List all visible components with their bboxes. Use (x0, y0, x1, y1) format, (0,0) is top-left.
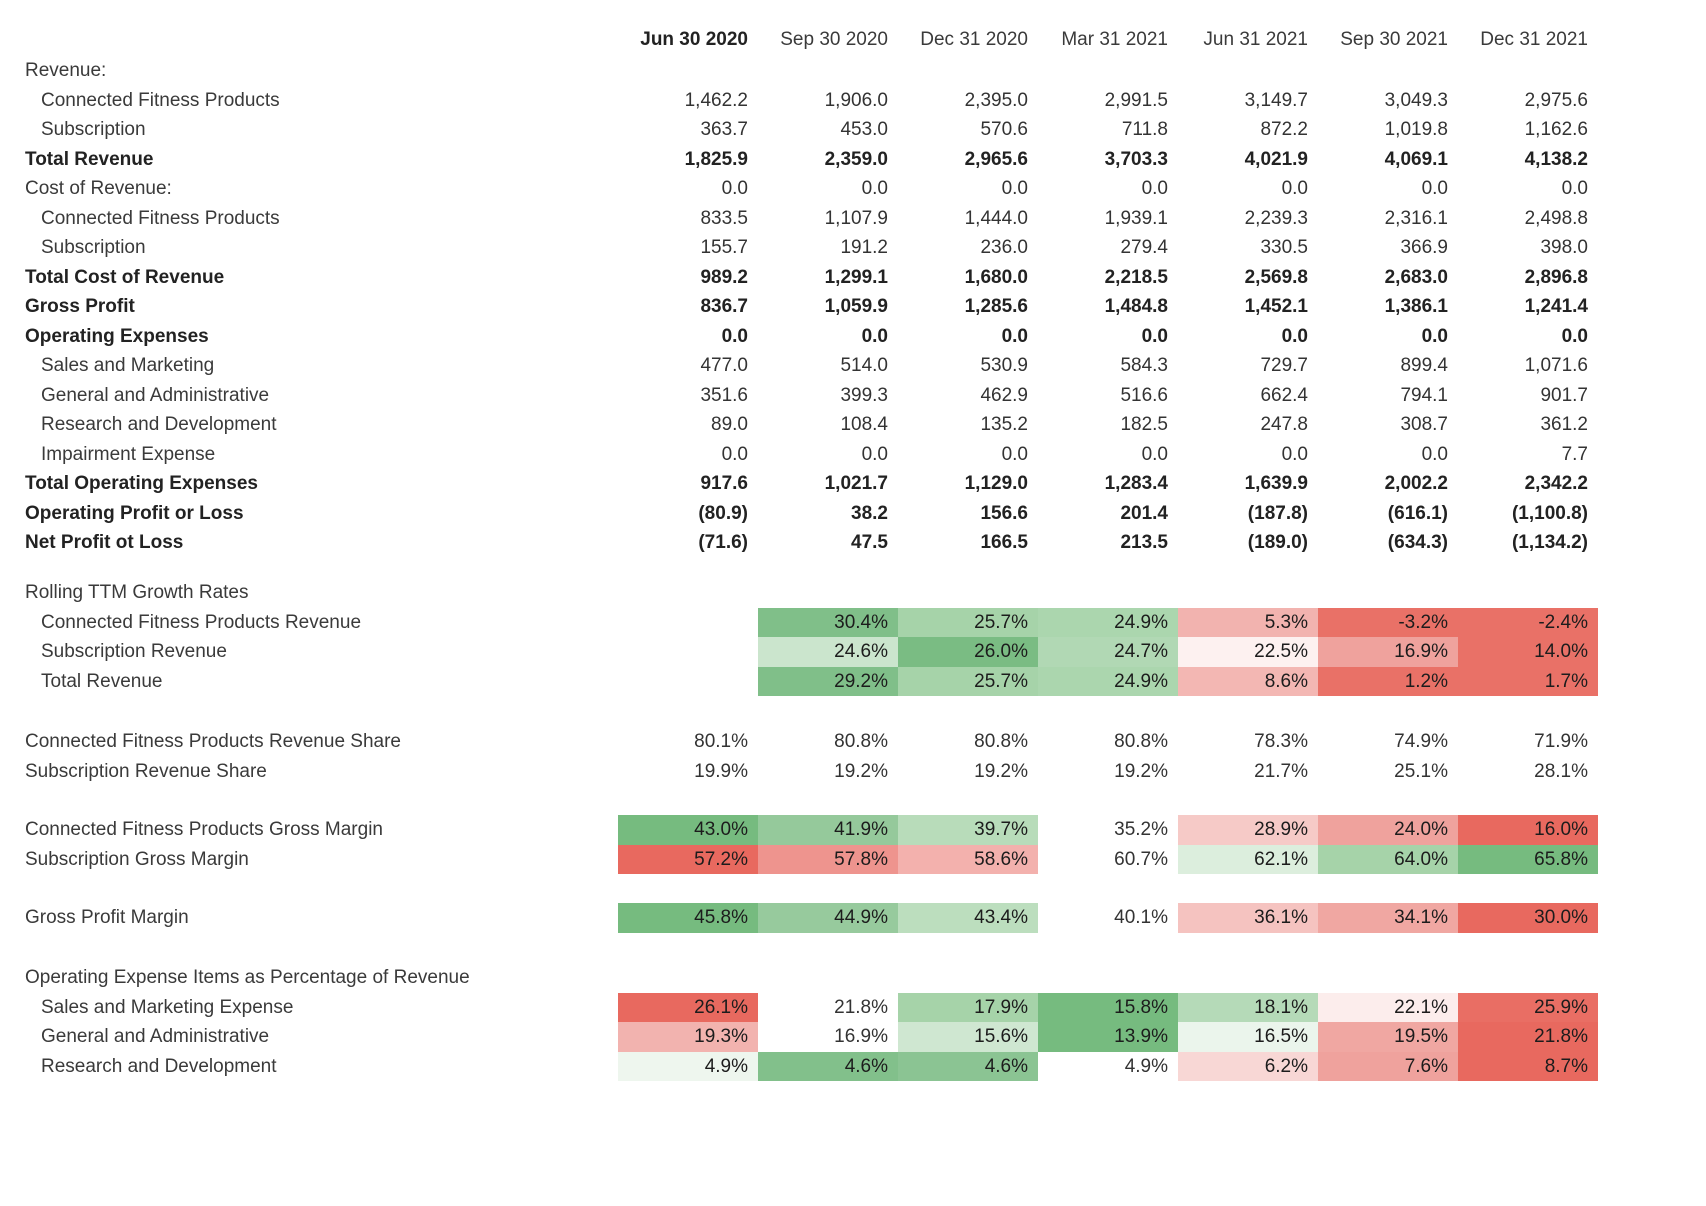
cell: 1,019.8 (1384, 119, 1448, 140)
cell: 279.4 (1120, 237, 1168, 258)
row-label: General and Administrative (41, 385, 270, 405)
table-row (25, 608, 1623, 638)
table-row (25, 440, 1623, 470)
cell: (616.1) (1387, 502, 1448, 524)
cell (618, 637, 758, 667)
cell: 1,444.0 (964, 207, 1028, 229)
cell: 399.3 (840, 384, 888, 406)
cell: 989.2 (700, 266, 748, 288)
cell: 0.0 (721, 325, 748, 347)
cell: -2.4% (1458, 608, 1598, 638)
cell: 901.7 (1540, 384, 1588, 406)
cell: 43.4% (898, 903, 1038, 933)
cell: 0.0 (1281, 178, 1308, 199)
table-row (25, 292, 1623, 322)
cell: 25.7% (898, 608, 1038, 638)
row-label: Connected Fitness Products Revenue (41, 612, 362, 632)
cell: 155.7 (700, 237, 748, 258)
row-label: Total Operating Expenses (25, 474, 258, 494)
cell: 35.2% (1114, 819, 1168, 840)
table-row (25, 667, 1623, 697)
cell: 14.0% (1458, 637, 1598, 667)
cell: 34.1% (1318, 903, 1458, 933)
cell: 15.8% (1038, 993, 1178, 1023)
cell: 36.1% (1178, 903, 1318, 933)
cell: 0.0 (1421, 443, 1448, 465)
cell: 26.0% (898, 637, 1038, 667)
cell: 0.0 (721, 178, 748, 199)
cell: 182.5 (1120, 414, 1168, 435)
cell: 1.7% (1458, 667, 1598, 697)
cell: 28.9% (1178, 815, 1318, 845)
cell: 0.0 (1421, 178, 1448, 199)
cell: 0.0 (1561, 325, 1588, 347)
cell: 462.9 (980, 384, 1028, 406)
column-header: Mar 31 2021 (1061, 29, 1168, 50)
cell (1038, 56, 1178, 86)
cell: 3,149.7 (1244, 89, 1308, 111)
table-row (25, 410, 1623, 440)
cell: 1,386.1 (1384, 296, 1448, 317)
table-row (25, 499, 1623, 529)
table-row (25, 1022, 1623, 1052)
cell: 8.7% (1458, 1052, 1598, 1082)
cell: 17.9% (898, 993, 1038, 1023)
cell: 4.9% (1124, 1055, 1168, 1077)
cell: 2,239.3 (1244, 207, 1308, 229)
cell: 236.0 (980, 237, 1028, 258)
cell: 2,002.2 (1384, 473, 1448, 494)
section-title: Rolling TTM Growth Rates (25, 581, 249, 603)
cell: 398.0 (1540, 237, 1588, 258)
cell: 24.7% (1038, 637, 1178, 667)
table-body (25, 56, 1623, 1081)
cell: 833.5 (700, 207, 748, 229)
cell: 191.2 (840, 237, 888, 258)
row-label: Gross Profit Margin (25, 908, 189, 928)
cell: 1,285.6 (964, 296, 1028, 317)
cell: 0.0 (1141, 325, 1168, 347)
table-row (25, 322, 1623, 352)
cell: 4.6% (898, 1052, 1038, 1082)
cell: 0.0 (1561, 178, 1588, 199)
row-label: Subscription Revenue (41, 642, 227, 662)
table-row (25, 86, 1623, 116)
table-row (25, 845, 1623, 875)
cell: (187.8) (1247, 502, 1308, 524)
cell: 1,825.9 (684, 148, 748, 170)
cell: 80.1% (694, 731, 748, 752)
cell: 1,283.4 (1104, 473, 1168, 494)
financial-table (25, 24, 1623, 1081)
table-row (25, 204, 1623, 234)
cell: 711.8 (1121, 119, 1168, 140)
cell: 2,683.0 (1384, 266, 1448, 288)
cell: 514.0 (840, 355, 888, 376)
cell: 570.6 (980, 119, 1028, 140)
row-label: Subscription (41, 120, 146, 140)
cell: 6.2% (1178, 1052, 1318, 1082)
cell: 2,991.5 (1104, 89, 1168, 111)
column-headers (25, 24, 1623, 56)
cell: 1,059.9 (824, 296, 888, 317)
cell (618, 667, 758, 697)
cell: 19.2% (974, 760, 1028, 782)
cell: 57.2% (618, 845, 758, 875)
cell: 25.9% (1458, 993, 1598, 1023)
cell: 308.7 (1400, 414, 1448, 435)
cell: 1,452.1 (1244, 296, 1308, 317)
table-row (25, 233, 1623, 263)
cell: 89.0 (711, 414, 748, 435)
cell: 2,359.0 (824, 148, 888, 170)
column-header: Dec 31 2020 (920, 29, 1028, 50)
cell: 5.3% (1178, 608, 1318, 638)
section-gap (25, 696, 1623, 727)
cell: (1,134.2) (1511, 532, 1588, 553)
cell: 2,896.8 (1524, 266, 1588, 288)
cell: 2,498.8 (1524, 207, 1588, 229)
section-gap (25, 786, 1623, 815)
table-row (25, 637, 1623, 667)
cell: 39.7% (898, 815, 1038, 845)
cell: 2,395.0 (964, 89, 1028, 111)
cell: 65.8% (1458, 845, 1598, 875)
cell: 662.4 (1260, 384, 1308, 406)
cell: 80.8% (1114, 731, 1168, 752)
cell: 3,049.3 (1384, 89, 1448, 111)
cell: 1,107.9 (824, 207, 888, 229)
cell: 24.9% (1038, 608, 1178, 638)
cell: 4.9% (618, 1052, 758, 1082)
cell: 1,129.0 (964, 473, 1028, 494)
cell: 872.2 (1260, 119, 1308, 140)
cell: (80.9) (698, 502, 748, 524)
cell: 156.6 (980, 502, 1028, 524)
cell: 108.4 (840, 414, 888, 435)
cell: 8.6% (1178, 667, 1318, 697)
cell: 0.0 (1141, 443, 1168, 465)
cell: 0.0 (1141, 178, 1168, 199)
cell: 1,680.0 (964, 266, 1028, 288)
cell: 0.0 (1001, 325, 1028, 347)
cell: 453.0 (840, 119, 888, 140)
table-row (25, 263, 1623, 293)
cell: 19.9% (694, 760, 748, 782)
cell: 24.9% (1038, 667, 1178, 697)
cell: 530.9 (980, 355, 1028, 376)
row-label: Revenue: (25, 61, 107, 81)
cell: 7.7 (1561, 443, 1588, 465)
cell: 19.2% (834, 760, 888, 782)
cell: 16.0% (1458, 815, 1598, 845)
cell: 29.2% (758, 667, 898, 697)
cell: 38.2 (851, 502, 888, 524)
cell: 2,342.2 (1524, 473, 1588, 494)
table-row (25, 727, 1623, 757)
cell: 22.1% (1318, 993, 1458, 1023)
cell: 24.0% (1318, 815, 1458, 845)
cell: 0.0 (1281, 443, 1308, 465)
cell: 1,021.7 (824, 473, 888, 494)
cell: 836.7 (700, 296, 748, 317)
row-label: Connected Fitness Products (41, 208, 280, 228)
cell: 16.5% (1178, 1022, 1318, 1052)
cell: 363.7 (700, 119, 748, 140)
cell: 1,071.6 (1524, 355, 1588, 376)
cell: 0.0 (861, 178, 888, 199)
cell: 2,975.6 (1524, 89, 1588, 111)
row-label: Operating Expenses (25, 326, 209, 346)
cell: 2,965.6 (964, 148, 1028, 170)
section-gap (25, 874, 1623, 903)
cell: 19.2% (1114, 760, 1168, 782)
cell: 366.9 (1400, 237, 1448, 258)
cell: 78.3% (1254, 731, 1308, 752)
cell: 516.6 (1120, 384, 1168, 406)
cell: 330.5 (1260, 237, 1308, 258)
cell: 47.5 (851, 532, 888, 553)
cell: 1,299.1 (824, 266, 888, 288)
cell: 4,021.9 (1244, 148, 1308, 170)
cell: 25.7% (898, 667, 1038, 697)
cell: 60.7% (1114, 848, 1168, 870)
cell: 247.8 (1260, 414, 1308, 435)
cell: 4.6% (758, 1052, 898, 1082)
cell: 21.8% (1458, 1022, 1598, 1052)
cell: 1.2% (1318, 667, 1458, 697)
table-row (25, 469, 1623, 499)
cell: 28.1% (1534, 760, 1588, 782)
cell: 2,569.8 (1244, 266, 1308, 288)
cell: 1,906.0 (824, 89, 888, 111)
cell: 0.0 (1001, 178, 1028, 199)
cell: 4,069.1 (1384, 148, 1448, 170)
cell: 43.0% (618, 815, 758, 845)
row-label: Connected Fitness Products Revenue Share (25, 732, 401, 752)
cell: 40.1% (1114, 907, 1168, 928)
cell: 21.8% (834, 996, 888, 1018)
cell: 13.9% (1038, 1022, 1178, 1052)
cell: 0.0 (1281, 325, 1308, 347)
cell: 45.8% (618, 903, 758, 933)
column-header: Jun 31 2021 (1203, 29, 1308, 50)
cell: 44.9% (758, 903, 898, 933)
row-label: Research and Development (41, 415, 277, 435)
cell (618, 608, 758, 638)
table-row (25, 115, 1623, 145)
cell: 7.6% (1318, 1052, 1458, 1082)
cell: 213.5 (1120, 532, 1168, 553)
cell: 361.2 (1540, 414, 1588, 435)
cell: 19.3% (618, 1022, 758, 1052)
row-label: Operating Profit or Loss (25, 503, 244, 523)
cell: (189.0) (1247, 532, 1308, 553)
cell: 25.1% (1394, 760, 1448, 782)
cell: 2,218.5 (1104, 266, 1168, 288)
cell: 201.4 (1120, 502, 1168, 524)
cell: 26.1% (618, 993, 758, 1023)
cell: 2,316.1 (1384, 207, 1448, 229)
cell: 1,484.8 (1104, 296, 1168, 317)
cell: 16.9% (1318, 637, 1458, 667)
cell: 166.5 (980, 532, 1028, 553)
cell: 30.4% (758, 608, 898, 638)
cell: 64.0% (1318, 845, 1458, 875)
cell: (71.6) (698, 532, 748, 553)
cell: 0.0 (861, 443, 888, 465)
cell: 584.3 (1120, 355, 1168, 376)
table-row (25, 174, 1623, 204)
table-row (25, 381, 1623, 411)
cell: 62.1% (1178, 845, 1318, 875)
cell: 41.9% (758, 815, 898, 845)
table-row (25, 903, 1623, 933)
row-label: Sales and Marketing (41, 356, 215, 376)
row-label: Subscription Gross Margin (25, 849, 249, 869)
column-header: Sep 30 2020 (780, 29, 888, 50)
row-label: Total Revenue (41, 671, 163, 691)
column-header: Sep 30 2021 (1340, 29, 1448, 50)
cell: 74.9% (1394, 731, 1448, 752)
row-label: Connected Fitness Products Gross Margin (25, 820, 383, 840)
cell: (1,100.8) (1511, 502, 1588, 524)
row-label: Total Revenue (25, 149, 154, 169)
cell: 729.7 (1260, 355, 1308, 376)
table-row (25, 528, 1623, 558)
cell: 1,241.4 (1524, 296, 1588, 317)
cell: 0.0 (1421, 325, 1448, 347)
cell: 24.6% (758, 637, 898, 667)
table-row (25, 815, 1623, 845)
cell: 30.0% (1458, 903, 1598, 933)
row-label: Net Profit ot Loss (25, 533, 184, 553)
row-label: Cost of Revenue: (25, 179, 172, 199)
cell (898, 56, 1038, 86)
cell: 0.0 (1001, 443, 1028, 465)
cell: 57.8% (758, 845, 898, 875)
row-label: Impairment Expense (41, 444, 216, 464)
cell: 4,138.2 (1524, 148, 1588, 170)
row-label: Gross Profit (25, 297, 135, 317)
row-label: Subscription (41, 238, 146, 258)
cell: 80.8% (834, 731, 888, 752)
cell: 21.7% (1254, 760, 1308, 782)
cell: 135.2 (980, 414, 1028, 435)
section-title: Operating Expense Items as Percentage of Revenue (25, 966, 470, 988)
section-gap (25, 558, 1623, 578)
cell: 80.8% (974, 731, 1028, 752)
cell: 19.5% (1318, 1022, 1458, 1052)
cell: 0.0 (721, 443, 748, 465)
cell: 58.6% (898, 845, 1038, 875)
cell (758, 56, 898, 86)
cell: 0.0 (861, 325, 888, 347)
row-label: Research and Development (41, 1056, 277, 1076)
row-label: Sales and Marketing Expense (41, 997, 294, 1017)
cell (1458, 56, 1598, 86)
cell: 794.1 (1400, 384, 1448, 406)
section-gap (25, 933, 1623, 963)
cell: (634.3) (1387, 532, 1448, 553)
row-label: Subscription Revenue Share (25, 761, 267, 781)
cell: 1,162.6 (1524, 119, 1588, 140)
cell: 22.5% (1178, 637, 1318, 667)
column-header: Dec 31 2021 (1480, 29, 1588, 50)
table-row (25, 1052, 1623, 1082)
table-row (25, 757, 1623, 787)
cell (1178, 56, 1318, 86)
cell: 351.6 (700, 384, 748, 406)
cell (618, 56, 758, 86)
cell: 16.9% (834, 1026, 888, 1047)
row-label: Connected Fitness Products (41, 90, 280, 110)
cell: 3,703.3 (1104, 148, 1168, 170)
cell: 1,639.9 (1244, 473, 1308, 494)
cell: 1,939.1 (1104, 207, 1168, 229)
row-label: General and Administrative (41, 1027, 270, 1047)
cell: 917.6 (700, 473, 748, 494)
cell: 71.9% (1534, 731, 1588, 752)
row-label: Total Cost of Revenue (25, 267, 225, 287)
table-row (25, 145, 1623, 175)
table-row (25, 56, 1623, 86)
cell: 899.4 (1400, 355, 1448, 376)
cell: 477.0 (700, 355, 748, 376)
table-row (25, 993, 1623, 1023)
cell: -3.2% (1318, 608, 1458, 638)
cell (1318, 56, 1458, 86)
column-header: Jun 30 2020 (640, 29, 748, 50)
cell: 1,462.2 (684, 89, 748, 111)
table-row (25, 351, 1623, 381)
cell: 15.6% (898, 1022, 1038, 1052)
cell: 18.1% (1178, 993, 1318, 1023)
